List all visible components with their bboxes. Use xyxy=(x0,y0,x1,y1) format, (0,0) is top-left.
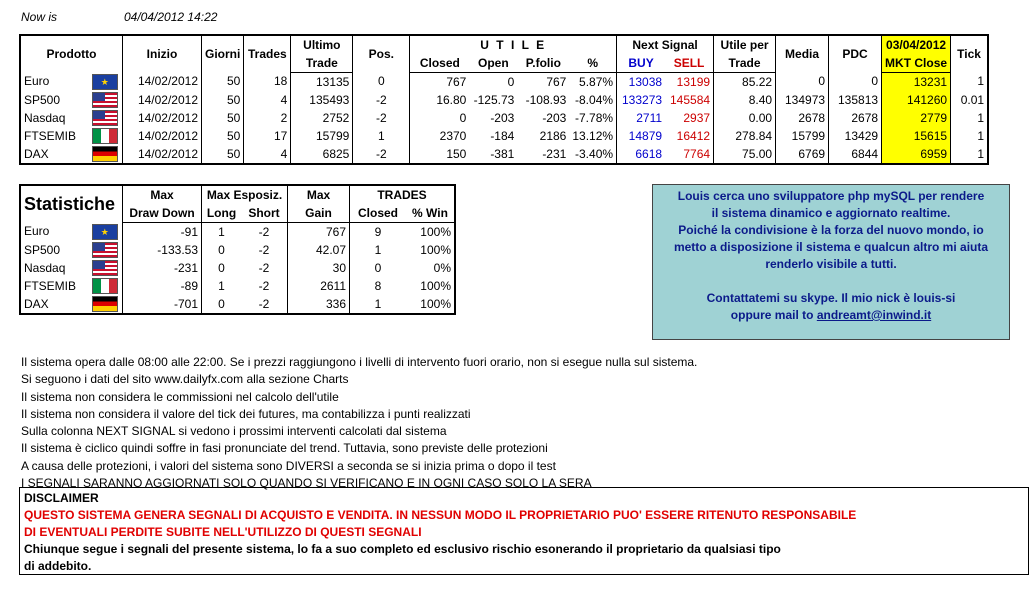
header-max: Max xyxy=(123,185,202,204)
disclaimer-text: di addebito. xyxy=(24,559,92,573)
closed: 150 xyxy=(410,145,470,164)
short: -2 xyxy=(258,224,270,239)
header-ultimo: Ultimo xyxy=(291,35,353,54)
position: -2 xyxy=(353,91,410,109)
header-utile: U T I L E xyxy=(410,35,617,54)
closed: 16.80 xyxy=(410,91,470,109)
product-name: Nasdaq xyxy=(24,260,66,275)
buy-signal: 133273 xyxy=(617,91,666,109)
last-trade: 2752 xyxy=(291,109,353,127)
table-row xyxy=(20,259,455,277)
utile-per-trade: 75.00 xyxy=(714,145,776,164)
header-mkt-close: MKT Close xyxy=(882,54,951,73)
tick: 1 xyxy=(951,145,989,164)
table-row xyxy=(20,241,455,259)
developer-request-box xyxy=(652,184,1010,340)
email-link[interactable]: andreamt@inwind.it xyxy=(816,308,932,322)
header-draw-down: Draw Down xyxy=(123,204,202,223)
header-trades: TRADES xyxy=(350,185,456,204)
trades: 4 xyxy=(244,91,291,109)
header-giorni: Giorni xyxy=(202,35,244,73)
header-ultimo-trade: Trade xyxy=(291,54,353,73)
header-max-esposiz: Max Esposiz. xyxy=(202,185,288,204)
header-open: Open xyxy=(469,54,517,73)
info-line: renderlo visibile a tutti. xyxy=(765,257,897,271)
us-flag-icon xyxy=(92,92,118,108)
table-row xyxy=(20,223,455,242)
product-name: Euro xyxy=(24,224,50,239)
info-line-email xyxy=(653,307,1009,324)
header-media: Media xyxy=(776,35,829,73)
info-line: il sistema dinamico e aggiornato realtime. xyxy=(711,206,951,220)
table-row xyxy=(20,295,455,314)
open: -125.73 xyxy=(473,92,515,107)
statistics-table xyxy=(19,184,456,315)
short: -2 xyxy=(258,242,270,257)
pdc: 13429 xyxy=(829,127,882,145)
pfolio: 767 xyxy=(546,74,567,89)
it-flag-icon xyxy=(92,128,118,144)
last-trade: 6825 xyxy=(291,145,353,164)
buy-signal: 13038 xyxy=(617,73,666,92)
product-name: SP500 xyxy=(24,92,61,107)
long: 0 xyxy=(202,295,242,314)
tick: 1 xyxy=(951,127,989,145)
open: -184 xyxy=(490,128,515,143)
last-trade: 13135 xyxy=(291,73,353,92)
table-row xyxy=(20,127,988,145)
media: 134973 xyxy=(776,91,829,109)
pct: -8.04% xyxy=(575,92,614,107)
email-prefix: oppure mail to xyxy=(730,308,817,322)
note-line: I SEGNALI SARANNO AGGIORNATI SOLO QUANDO SI VERIFICANO E IN OGNI CASO SOLO LA SERA xyxy=(21,476,592,491)
header-prodotto: Prodotto xyxy=(46,46,97,61)
now-timestamp: 04/04/2012 14:22 xyxy=(124,10,218,24)
closed: 0 xyxy=(350,259,407,277)
stats-title: Statistiche xyxy=(24,194,116,215)
open: -203 xyxy=(490,110,515,125)
sell-signal: 2937 xyxy=(683,110,711,125)
mkt-close: 141260 xyxy=(882,91,951,109)
trades: 4 xyxy=(244,145,291,164)
header-pos: Pos. xyxy=(353,35,410,73)
draw-down: -133.53 xyxy=(123,241,202,259)
last-trade: 15799 xyxy=(291,127,353,145)
product-name: FTSEMIB xyxy=(24,128,77,143)
note-line: Sulla colonna NEXT SIGNAL si vedono i prossimi interventi calcolati dal sistema xyxy=(21,424,447,439)
draw-down: -701 xyxy=(123,295,202,314)
table-row xyxy=(20,91,988,109)
note-line: Il sistema è ciclico quindi soffre in fasi pronunciate del trend. Tuttavia, sono previste delle protezioni xyxy=(21,441,548,456)
header-next-signal: Next Signal xyxy=(617,35,714,54)
sell-signal: 7764 xyxy=(683,146,711,161)
pct: 13.12% xyxy=(572,128,614,143)
disclaimer-warning: DI EVENTUALI PERDITE SUBITE NELL'UTILIZZO DI QUESTI SEGNALI xyxy=(24,525,422,539)
header-pfolio: P.folio xyxy=(517,54,569,73)
sell-signal: 13199 xyxy=(676,74,711,89)
trades: 17 xyxy=(244,127,291,145)
buy-signal: 6618 xyxy=(617,145,666,164)
note-line: A causa delle protezioni, i valori del sistema sono DIVERSI a seconda se si inizia prima o dopo il test xyxy=(21,458,556,473)
table-row xyxy=(20,109,988,127)
gain: 42.07 xyxy=(288,241,350,259)
win-pct: 0% xyxy=(433,260,451,275)
tick: 1 xyxy=(951,73,989,92)
days: 50 xyxy=(202,109,244,127)
notes-block xyxy=(21,354,697,492)
long: 1 xyxy=(202,223,242,242)
header-closed: Closed xyxy=(350,204,407,223)
draw-down: -231 xyxy=(123,259,202,277)
mkt-close: 2779 xyxy=(882,109,951,127)
pdc: 2678 xyxy=(829,109,882,127)
mkt-close: 15615 xyxy=(882,127,951,145)
de-flag-icon xyxy=(92,146,118,162)
header-gain: Gain xyxy=(288,204,350,223)
closed: 767 xyxy=(410,73,470,92)
table-row xyxy=(20,145,988,164)
position: -2 xyxy=(353,145,410,164)
pct: -3.40% xyxy=(575,146,614,161)
note-line: Il sistema non considera le commissioni nel calcolo dell'utile xyxy=(21,389,339,404)
disclaimer-title: DISCLAIMER xyxy=(24,491,99,505)
pct: -7.78% xyxy=(575,110,614,125)
win-pct: 100% xyxy=(420,296,451,311)
info-line: metto a disposizione il sistema e qualcun altro mi aiuta xyxy=(673,240,989,254)
header-utile-per-trade: Trade xyxy=(714,54,776,73)
draw-down: -91 xyxy=(123,223,202,242)
media: 0 xyxy=(776,73,829,92)
open: -381 xyxy=(490,146,515,161)
header-closed: Closed xyxy=(410,54,470,73)
eu-flag-icon xyxy=(92,74,118,90)
buy-signal: 14879 xyxy=(617,127,666,145)
header-inizio: Inizio xyxy=(123,35,202,73)
note-line: Si seguono i dati del sito www.dailyfx.com alla sezione Charts xyxy=(21,372,349,387)
position: 1 xyxy=(353,127,410,145)
start-date: 14/02/2012 xyxy=(123,73,202,92)
short: -2 xyxy=(258,278,270,293)
mkt-close: 6959 xyxy=(882,145,951,164)
short: -2 xyxy=(258,260,270,275)
header-buy: BUY xyxy=(617,54,666,73)
pfolio: -203 xyxy=(542,110,567,125)
media: 15799 xyxy=(776,127,829,145)
media: 2678 xyxy=(776,109,829,127)
days: 50 xyxy=(202,91,244,109)
product-name: FTSEMIB xyxy=(24,278,77,293)
eu-flag-icon xyxy=(92,224,118,240)
gain: 336 xyxy=(288,295,350,314)
header-trades: Trades xyxy=(244,35,291,73)
closed: 1 xyxy=(350,241,407,259)
utile-per-trade: 278.84 xyxy=(714,127,776,145)
table-row xyxy=(20,73,988,92)
win-pct: 100% xyxy=(420,224,451,239)
utile-per-trade: 8.40 xyxy=(714,91,776,109)
note-line: Il sistema non considera il valore del tick dei futures, ma contabilizza i punti realizzati xyxy=(21,406,471,421)
days: 50 xyxy=(202,127,244,145)
days: 50 xyxy=(202,73,244,92)
header-mkt-date: 03/04/2012 xyxy=(882,35,951,54)
long: 1 xyxy=(202,277,242,295)
product-name: SP500 xyxy=(24,242,61,257)
header-pct: % xyxy=(569,54,616,73)
info-line: Louis cerca uno sviluppatore php mySQL per rendere xyxy=(677,189,985,203)
signals-table xyxy=(19,34,989,165)
position: -2 xyxy=(353,109,410,127)
pfolio: -108.93 xyxy=(525,92,567,107)
sell-signal: 16412 xyxy=(676,128,711,143)
header-utile-per: Utile per xyxy=(714,35,776,54)
closed: 0 xyxy=(410,109,470,127)
header-long: Long xyxy=(202,204,242,223)
open: 0 xyxy=(507,74,515,89)
start-date: 14/02/2012 xyxy=(123,145,202,164)
mkt-close: 13231 xyxy=(882,73,951,92)
us-flag-icon xyxy=(92,260,118,276)
info-line: Poiché la condivisione è la forza del nuovo mondo, io xyxy=(678,223,984,237)
utile-per-trade: 85.22 xyxy=(714,73,776,92)
it-flag-icon xyxy=(92,278,118,294)
closed: 2370 xyxy=(410,127,470,145)
note-line: Il sistema opera dalle 08:00 alle 22:00. Se i prezzi raggiungono i livelli di intervento fuori orario, non si esegue nulla sul sistema. xyxy=(21,355,698,369)
short: -2 xyxy=(258,296,270,311)
win-pct: 100% xyxy=(420,242,451,257)
days: 50 xyxy=(202,145,244,164)
start-date: 14/02/2012 xyxy=(123,127,202,145)
utile-per-trade: 0.00 xyxy=(714,109,776,127)
header-max-gain: Max xyxy=(288,185,350,204)
header-win: % Win xyxy=(406,204,455,223)
header-tick: Tick xyxy=(951,35,989,73)
trades: 18 xyxy=(244,73,291,92)
win-pct: 100% xyxy=(420,278,451,293)
media: 6769 xyxy=(776,145,829,164)
gain: 2611 xyxy=(288,277,350,295)
info-line: Contattatemi su skype. Il mio nick è louis-si xyxy=(706,291,956,305)
disclaimer-text: Chiunque segue i segnali del presente sistema, lo fa a suo completo ed esclusivo rischio esonerando il proprietario da qualsiasi tipo xyxy=(24,542,781,556)
closed: 9 xyxy=(350,223,407,242)
pdc: 135813 xyxy=(829,91,882,109)
draw-down: -89 xyxy=(123,277,202,295)
product-name: DAX xyxy=(24,296,49,311)
pdc: 0 xyxy=(829,73,882,92)
de-flag-icon xyxy=(92,296,118,312)
closed: 8 xyxy=(350,277,407,295)
gain: 767 xyxy=(288,223,350,242)
trades: 2 xyxy=(244,109,291,127)
gain: 30 xyxy=(288,259,350,277)
product-name: Nasdaq xyxy=(24,110,66,125)
us-flag-icon xyxy=(92,242,118,258)
header-short: Short xyxy=(241,204,288,223)
now-label: Now is xyxy=(21,10,58,24)
last-trade: 135493 xyxy=(291,91,353,109)
pdc: 6844 xyxy=(829,145,882,164)
disclaimer-box xyxy=(19,487,1029,575)
tick: 1 xyxy=(951,109,989,127)
pct: 5.87% xyxy=(579,74,614,89)
table-row xyxy=(20,277,455,295)
sell-signal: 145584 xyxy=(670,92,711,107)
start-date: 14/02/2012 xyxy=(123,109,202,127)
position: 0 xyxy=(353,73,410,92)
closed: 1 xyxy=(350,295,407,314)
long: 0 xyxy=(202,259,242,277)
disclaimer-warning: QUESTO SISTEMA GENERA SEGNALI DI ACQUISTO E VENDITA. IN NESSUN MODO IL PROPRIETARIO PUO' ESSERE RITENUTO RESPONSABILE xyxy=(24,508,857,522)
pfolio: 2186 xyxy=(539,128,567,143)
start-date: 14/02/2012 xyxy=(123,91,202,109)
product-name: DAX xyxy=(24,146,49,161)
long: 0 xyxy=(202,241,242,259)
header-pdc: PDC xyxy=(829,35,882,73)
product-name: Euro xyxy=(24,74,50,89)
pfolio: -231 xyxy=(542,146,567,161)
us-flag-icon xyxy=(92,110,118,126)
tick: 0.01 xyxy=(951,91,989,109)
buy-signal: 2711 xyxy=(617,109,666,127)
header-sell: SELL xyxy=(665,54,714,73)
